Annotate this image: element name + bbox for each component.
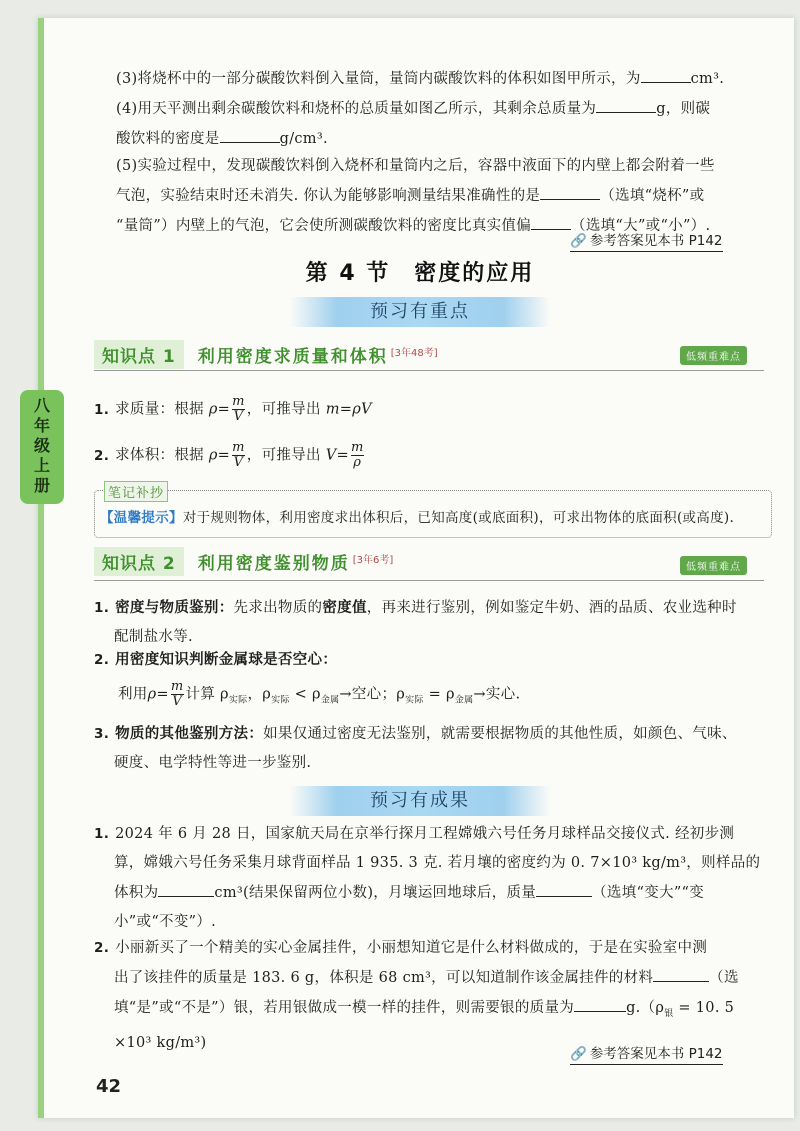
section-title: 第 4 节 密度的应用 xyxy=(305,261,535,286)
answer-blank[interactable] xyxy=(641,64,691,83)
hollow-test-formula: 利用ρ= $\frac{m}{V}$ 计算 $\rho_{实际}$，$\rho_{实际} < \rho_{金属}\to$空心；$\rho_{实际} = \rho_{金属}\to$实心. xyxy=(118,679,521,709)
answer-blank[interactable] xyxy=(158,878,214,897)
answer-reference-top[interactable]: 🔗 参考答案见本书 P142 xyxy=(570,229,723,252)
knowledge-point-1-header xyxy=(94,340,764,369)
density-fraction: $\frac{m}{V}$ xyxy=(170,679,184,709)
preview-results-banner: 预习有成果 xyxy=(290,786,550,816)
answer-blank[interactable] xyxy=(653,963,709,982)
page-number: 42 xyxy=(96,1076,122,1097)
kp1-item-1: 1. 求质量：根据 ρ= $\frac{m}{V}$ ，可推导出 m=ρV xyxy=(94,394,372,424)
density-fraction: $\frac{m}{V}$ xyxy=(232,394,245,424)
kp1-item-2: 2. 求体积：根据 ρ= $\frac{m}{V}$ ，可推导出 V= $\frac{m}{\rho}$ xyxy=(94,440,364,470)
link-icon: 🔗 xyxy=(570,1046,587,1062)
warm-tip: 【温馨提示】对于规则物体，利用密度求出体积后，已知高度(或底面积)，可求出物体的底面积(或高度). xyxy=(100,510,735,526)
question-5: (5)实验过程中，发现碳酸饮料倒入烧杯和量筒内之后，容器中液面下的内壁上都会附着一些 气泡，实验结束时还未消失. 你认为能够影响测量结果准确性的是 （选填“烧杯”或 “量筒”）内壁上的气泡，它会使所测碳酸饮料的密度比真实值偏 （选填“大”或“小”）. xyxy=(116,158,715,234)
frequency-badge: 低频重难点 xyxy=(680,556,747,575)
preview-key-banner: 预习有重点 xyxy=(290,297,550,327)
link-icon: 🔗 xyxy=(570,233,587,249)
answer-reference-bottom[interactable]: 🔗 参考答案见本书 P142 xyxy=(570,1042,723,1065)
kp2-item-1: 1. 密度与物质鉴别：先求出物质的密度值，再来进行鉴别，例如鉴定牛奶、酒的品质、农业选种时 配制盐水等. xyxy=(94,600,737,645)
kp-title: 利用密度鉴别物质 xyxy=(197,554,350,574)
kp-title: 利用密度求质量和体积 xyxy=(197,347,388,367)
grade-side-tab: 八年级上册 xyxy=(20,390,64,504)
kp-badge: 知识点 1 xyxy=(94,340,184,369)
knowledge-point-2-header xyxy=(94,547,764,576)
answer-blank[interactable] xyxy=(220,124,280,143)
results-question-1: 1. 2024 年 6 月 28 日，国家航天局在京举行探月工程嫦娥六号任务月球样品交接仪式. 经初步测 算，嫦娥六号任务采集月球背面样品 1 935. 3 克. 若月壤的密度约为 0. 7×10³ kg/m³，则样品的 体积为 cm³(结果保留两位小数)，月壤运回地球后，质量 （选填“变大”“变 小”或“不变”）. xyxy=(94,826,761,930)
divider xyxy=(94,370,764,371)
frequency-badge: 低频重难点 xyxy=(680,346,747,365)
answer-blank[interactable] xyxy=(574,993,626,1012)
exam-count-tag: [3年6考] xyxy=(352,554,394,566)
kp-badge: 知识点 2 xyxy=(94,547,184,576)
question-3: (3)将烧杯中的一部分碳酸饮料倒入量筒，量筒内碳酸饮料的体积如图甲所示，为 cm³. xyxy=(116,64,756,94)
notes-label: 笔记补抄 xyxy=(104,481,168,502)
volume-fraction: $\frac{m}{\rho}$ xyxy=(350,440,364,470)
exam-count-tag: [3年48考] xyxy=(390,347,438,359)
question-4: (4)用天平测出剩余碳酸饮料和烧杯的总质量如图乙所示，其剩余总质量为 g，则碳 酸饮料的密度是 g/cm³. xyxy=(116,94,756,154)
kp2-item-3: 3. 物质的其他鉴别方法：如果仅通过密度无法鉴别，就需要根据物质的其他性质，如颜色、气味、 硬度、电学特性等进一步鉴别. xyxy=(94,726,737,771)
kp2-item-2: 2. 用密度知识判断金属球是否空心： xyxy=(94,652,338,668)
results-question-2: 2. 小丽新买了一个精美的实心金属挂件，小丽想知道它是什么材料做成的，于是在实验室中测 出了该挂件的质量是 183. 6 g，体积是 68 cm³，可以知道制作该金属挂件的材料 （选 填“是”或“不是”）银，若用银做成一模一样的挂件，则需要银的质量为 $g.(\rho_银 = 10$. 5 ×10³ kg/m³) xyxy=(94,940,739,1051)
answer-blank[interactable] xyxy=(536,878,592,897)
answer-blank[interactable] xyxy=(531,211,571,230)
answer-blank[interactable] xyxy=(540,181,600,200)
density-fraction: $\frac{m}{V}$ xyxy=(232,440,245,470)
divider xyxy=(94,580,764,581)
answer-blank[interactable] xyxy=(596,94,656,113)
